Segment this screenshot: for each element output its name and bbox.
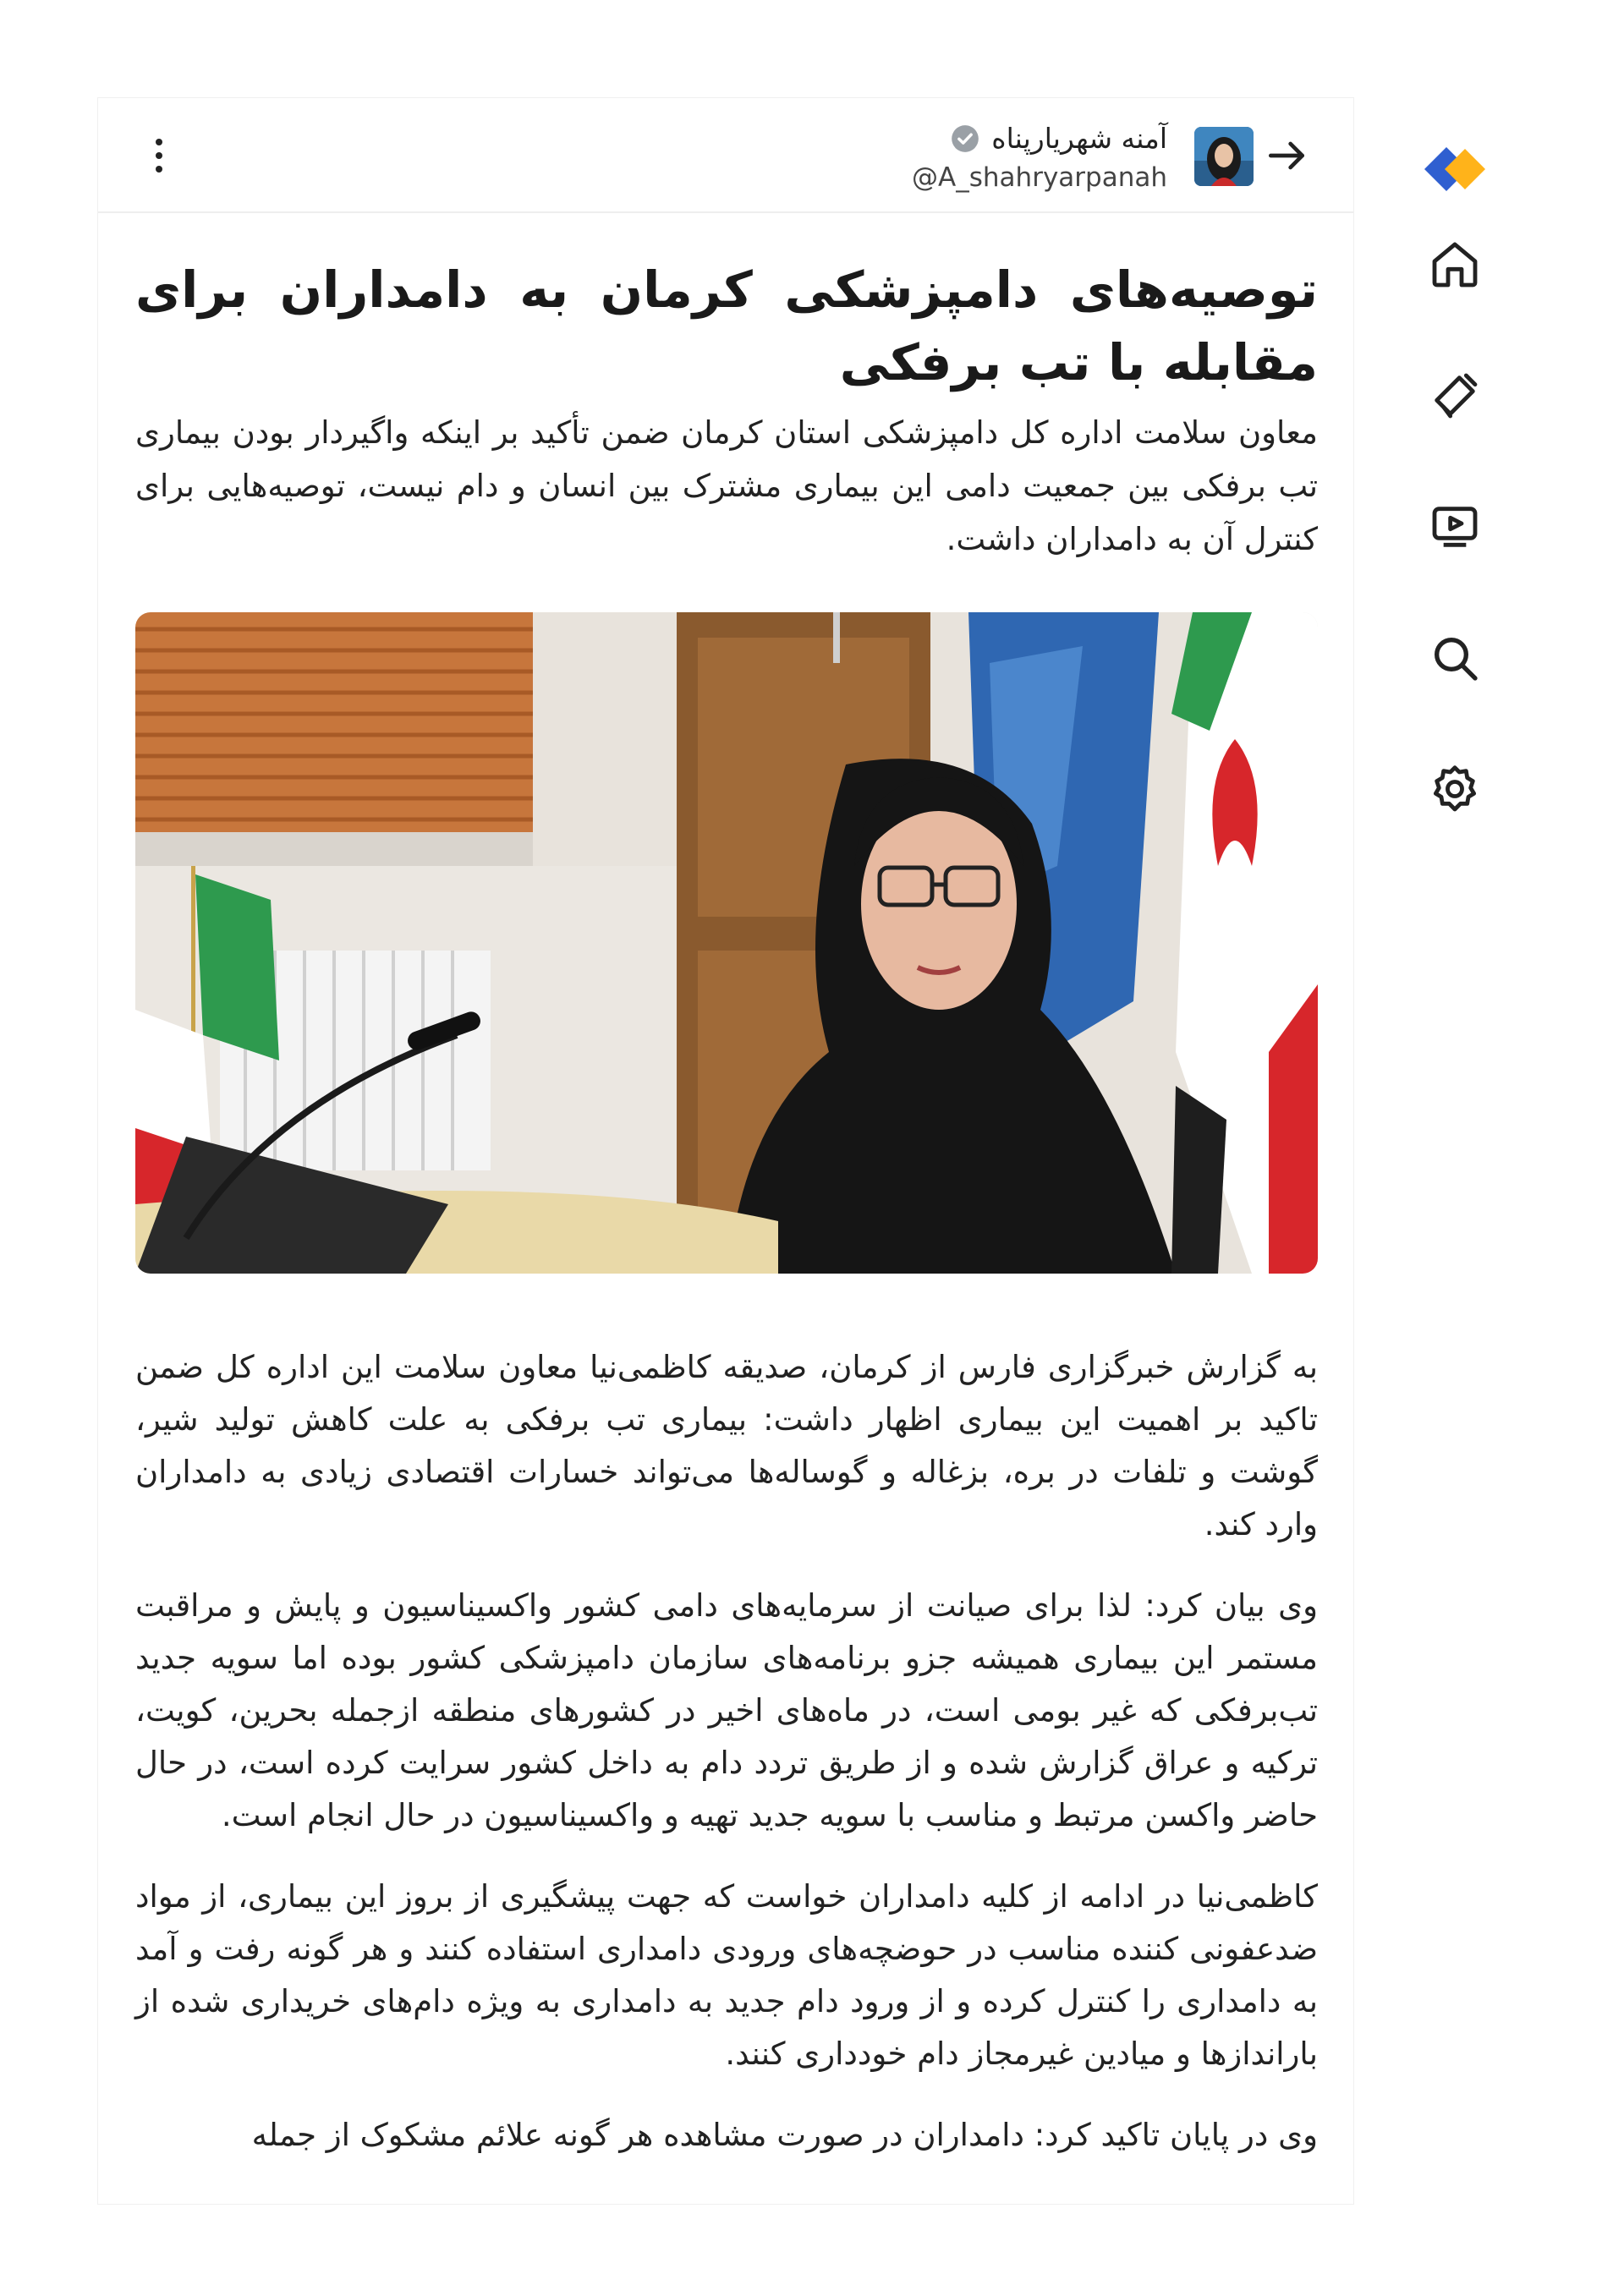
search-icon[interactable] (1418, 622, 1491, 694)
back-arrow-button[interactable] (1257, 129, 1316, 183)
article-photo[interactable] (135, 612, 1318, 1274)
paragraph-3: کاظمی‌نیا در ادامه از کلیه دامداران خواست که جهت پیشگیری از بروز این بیماری، از مواد ضدعفونی کننده مناسب در حوضچه‌های ورودی دامداری استفاده کنند و هر گونه رفت و آمد به دامداری را کنترل کرده و از ورود دام جدید به دامداری به ویژه دام‌های خریداری شده از باراندازها و میادین غیرمجاز دام خودداری کنند. (135, 1878, 1318, 2072)
home-icon[interactable] (1418, 228, 1491, 301)
author-name-row[interactable] (949, 122, 1167, 155)
author-name[interactable]: آمنه شهریارپناه (991, 122, 1167, 155)
post-lead: معاون سلامت اداره کل دامپزشکی استان کرمان ضمن تأکید بر اینکه واگیردار بودن بیماری تب برفکی بین جمعیت دامی این بیماری مشترک بین انسان و دام نیست، توصیه‌هایی برای کنترل آن به دامداران داشت. (135, 414, 1318, 557)
gear-icon[interactable] (1418, 753, 1491, 825)
author-handle[interactable]: @A_shahryarpanah (912, 162, 1167, 193)
app-logo[interactable] (1413, 127, 1497, 211)
content-clip (98, 2166, 1353, 2204)
paragraph-2: وی بیان کرد: لذا برای صیانت از سرمایه‌های دامی کشور واکسیناسیون و پایش و مراقبت مستمر این بیماری همیشه جزو برنامه‌های سازمان دامپزشکی کشور بوده اما سویه جدید تب‌برفکی که غیر بومی است، در ماه‌های اخیر در کشورهای منطقه ازجمله بحرین، کویت، ترکیه و عراق گزارش شده و از طریق تردد دام به داخل کشور سرایت کرده است، در حال حاضر واکسن مرتبط و مناسب با سویه جدید تهیه و واکسیناسیون در حال انجام است. (135, 1587, 1318, 1833)
post-header (98, 98, 1353, 213)
post-body (135, 1341, 1318, 2190)
post-title: توصیه‌های دامپزشکی کرمان به دامداران برای مقابله با تب برفکی (135, 260, 1318, 392)
avatar[interactable] (1194, 127, 1254, 186)
megaphone-icon[interactable] (1418, 359, 1491, 432)
post-card (98, 98, 1353, 2204)
video-icon[interactable] (1418, 490, 1491, 563)
sidebar (1353, 93, 1539, 854)
paragraph-4: وی در پایان تاکید کرد: دامداران در صورت مشاهده هر گونه علائم مشکوک از جمله (251, 2117, 1318, 2153)
arrow-right-icon (1263, 132, 1310, 179)
paragraph-1: به گزارش خبرگزاری فارس از کرمان، صدیقه کاظمی‌نیا معاون سلامت این اداره کل ضمن تاکید بر اهمیت این بیماری اظهار داشت: بیماری تب برفکی به علت کاهش تولید شیر، گوشت و تلفات در بره، بزغاله و گوساله‌ها می‌تواند خسارات اقتصادی زیادی به دامداران وارد کند. (135, 1349, 1318, 1543)
verified-icon (949, 123, 981, 155)
post-content (135, 254, 1318, 566)
more-options-button[interactable] (132, 129, 186, 183)
